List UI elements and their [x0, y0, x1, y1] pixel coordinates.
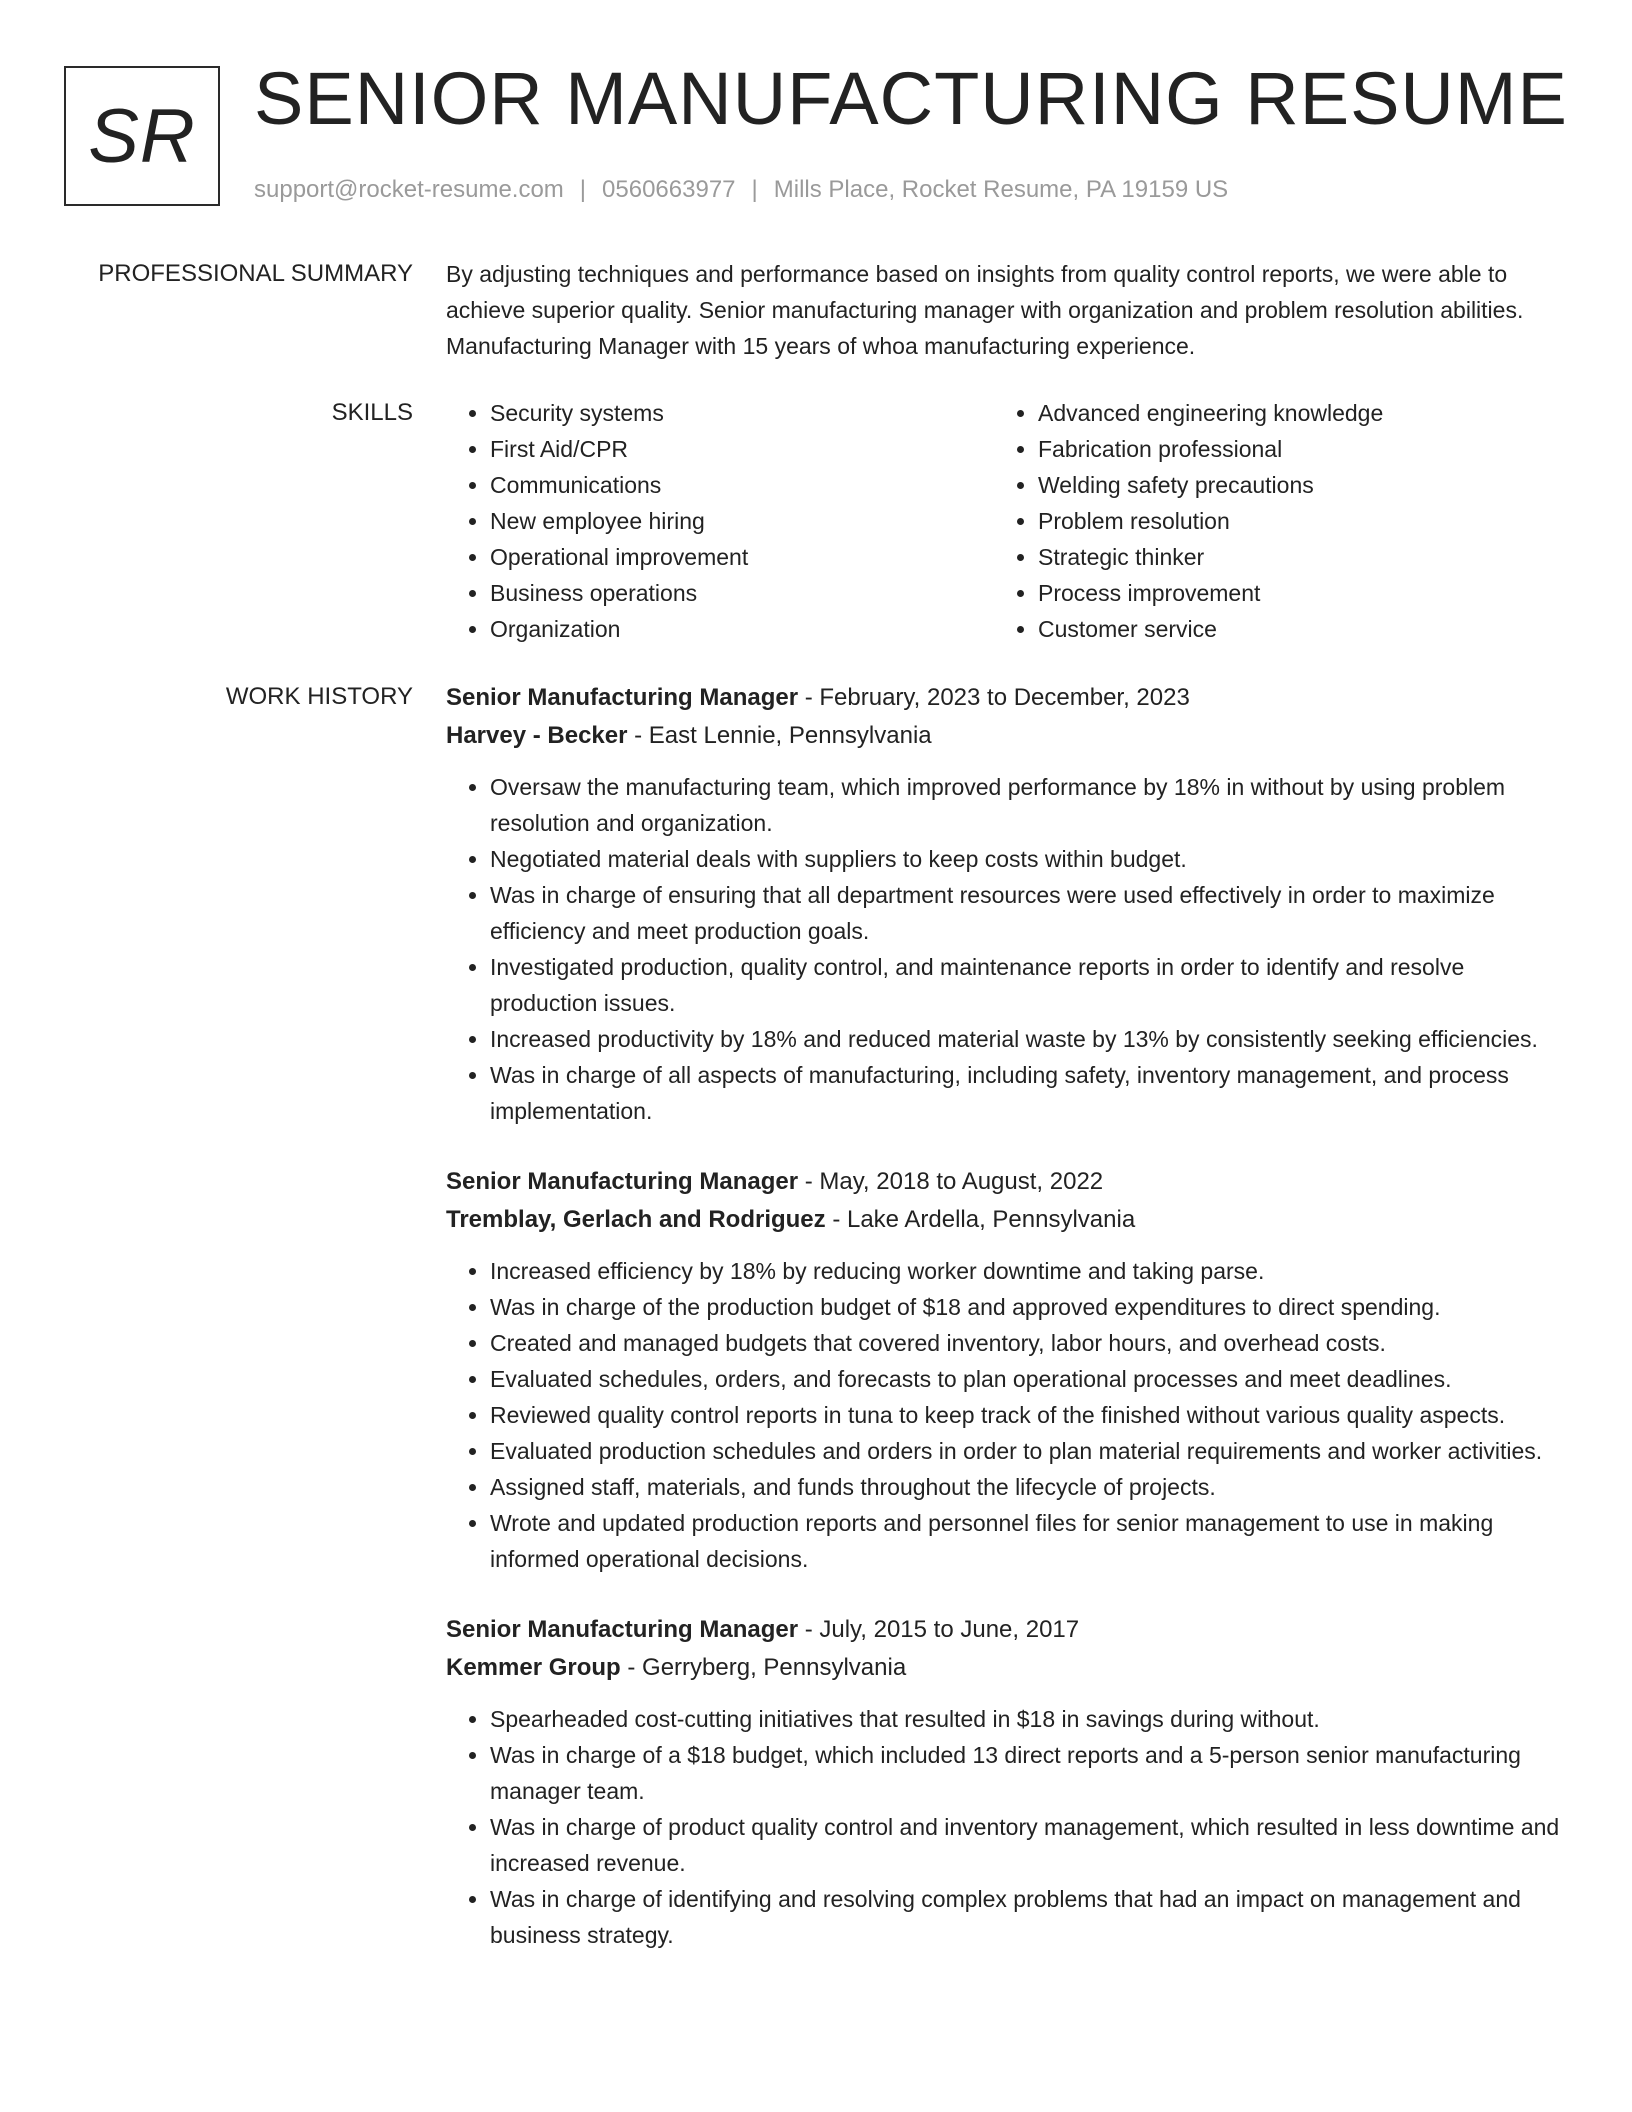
list-item: • Reviewed quality control reports in tuna to keep track of the finished without various quality aspects. [490, 1397, 1561, 1433]
list-item: • Was in charge of all aspects of manufacturing, including safety, inventory management, and process implementation. [490, 1057, 1561, 1129]
list-item: • Assigned staff, materials, and funds throughout the lifecycle of projects. [490, 1469, 1561, 1505]
list-item: • Investigated production, quality control, and maintenance reports in order to identify and resolve production issues. [490, 949, 1561, 1021]
list-item: • Negotiated material deals with suppliers to keep costs within budget. [490, 841, 1561, 877]
monogram-logo: SR [64, 66, 220, 206]
summary-body [446, 256, 1561, 364]
list-item: • Evaluated production schedules and orders in order to plan material requirements and worker activities. [490, 1433, 1561, 1469]
list-item: • Security systems [490, 395, 994, 431]
skills-columns [446, 395, 1561, 647]
list-item: • Advanced engineering knowledge [1038, 395, 1542, 431]
list-item: • Increased efficiency by 18% by reducing worker downtime and taking parse. [490, 1253, 1561, 1289]
job-location: - Gerryberg, Pennsylvania [620, 1654, 907, 1681]
list-item: • Problem resolution [1038, 503, 1542, 539]
job-title: Senior Manufacturing Manager [446, 1168, 799, 1195]
contact-line [254, 176, 1228, 204]
job-title-line [446, 679, 1561, 717]
summary-heading: PROFESSIONAL SUMMARY [98, 260, 413, 287]
list-item: • First Aid/CPR [490, 431, 994, 467]
skills-body [446, 395, 1561, 647]
list-item: • Was in charge of product quality control and inventory management, which resulted in less downtime and increased revenue. [490, 1809, 1561, 1881]
list-item: • Customer service [1038, 611, 1542, 647]
work-history-body [446, 679, 1561, 1987]
job-title: Senior Manufacturing Manager [446, 1616, 799, 1643]
job-location: - East Lennie, Pennsylvania [627, 722, 932, 749]
list-item: • Spearheaded cost-cutting initiatives that resulted in $18 in savings during without. [490, 1701, 1561, 1737]
job-company-line [446, 717, 1561, 755]
job-entry [446, 1163, 1561, 1577]
job-location: - Lake Ardella, Pennsylvania [825, 1206, 1136, 1233]
job-dates: - July, 2015 to June, 2017 [798, 1616, 1080, 1643]
list-item: • New employee hiring [490, 503, 994, 539]
list-item: • Wrote and updated production reports and personnel files for senior management to use in making informed operational decisions. [490, 1505, 1561, 1577]
skills-heading: SKILLS [331, 399, 413, 426]
list-item: • Welding safety precautions [1038, 467, 1542, 503]
job-company: Harvey - Becker [446, 722, 628, 749]
list-item: • Created and managed budgets that covered inventory, labor hours, and overhead costs. [490, 1325, 1561, 1361]
job-company: Kemmer Group [446, 1654, 621, 1681]
job-entry [446, 679, 1561, 1129]
list-item: • Process improvement [1038, 575, 1542, 611]
list-item: • Evaluated schedules, orders, and forecasts to plan operational processes and meet deadlines. [490, 1361, 1561, 1397]
job-dates: - February, 2023 to December, 2023 [798, 684, 1190, 711]
job-dates: - May, 2018 to August, 2022 [798, 1168, 1104, 1195]
contact-separator: | [751, 176, 758, 203]
list-item: • Communications [490, 467, 994, 503]
job-company: Tremblay, Gerlach and Rodriguez [446, 1206, 826, 1233]
list-item: • Business operations [490, 575, 994, 611]
contact-separator: | [579, 176, 587, 203]
list-item: • Organization [490, 611, 994, 647]
job-title: Senior Manufacturing Manager [446, 684, 799, 711]
list-item: • Strategic thinker [1038, 539, 1542, 575]
list-item: • Fabrication professional [1038, 431, 1542, 467]
contact-email: support@rocket-resume.com [254, 176, 564, 203]
summary-text: By adjusting techniques and performance based on insights from quality control reports, we were able to achieve superior quality. Senior manufacturing manager with organization and problem resolution abilities. Manufacturing Manager with 15 years of whoa manufacturing experience. [446, 261, 1524, 359]
work-history-heading: WORK HISTORY [225, 683, 413, 710]
skills-list-right [994, 395, 1542, 647]
job-company-line [446, 1201, 1561, 1239]
job-company-line [446, 1649, 1561, 1687]
list-item: • Was in charge of identifying and resolving complex problems that had an impact on management and business strategy. [490, 1881, 1561, 1953]
skills-list-left [446, 395, 994, 647]
job-title-line [446, 1163, 1561, 1201]
job-bullets [446, 769, 1561, 1129]
list-item: • Was in charge of ensuring that all department resources were used effectively in order to maximize efficiency and meet production goals. [490, 877, 1561, 949]
job-bullets [446, 1701, 1561, 1953]
list-item: • Was in charge of the production budget of $18 and approved expenditures to direct spending. [490, 1289, 1561, 1325]
list-item: • Increased productivity by 18% and reduced material waste by 13% by consistently seeking efficiencies. [490, 1021, 1561, 1057]
list-item: • Operational improvement [490, 539, 994, 575]
job-title-line [446, 1611, 1561, 1649]
job-bullets [446, 1253, 1561, 1577]
contact-phone: 0560663977 [602, 176, 736, 203]
job-entry [446, 1611, 1561, 1953]
contact-address: Mills Place, Rocket Resume, PA 19159 US [773, 176, 1229, 203]
list-item: • Oversaw the manufacturing team, which improved performance by 18% in without by using problem resolution and organization. [490, 769, 1561, 841]
list-item: • Was in charge of a $18 budget, which included 13 direct reports and a 5-person senior manufacturing manager team. [490, 1737, 1561, 1809]
page-title: SENIOR MANUFACTURING RESUME [254, 57, 1568, 140]
